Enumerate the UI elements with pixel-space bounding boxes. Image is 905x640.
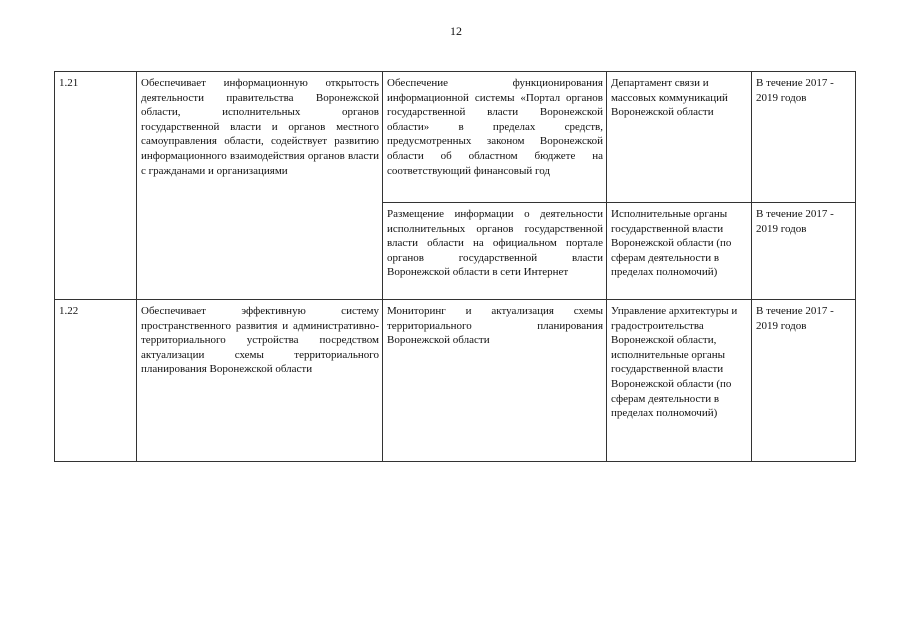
responsible-cell [607, 203, 752, 300]
term-cell [752, 300, 856, 462]
responsible-text: Департамент связи и массовых коммуникаций Воронежской области [611, 77, 728, 119]
table-row [55, 300, 856, 462]
responsible-text: Управление архитектуры и градостроительства Воронежской области, исполнительные органы государственной власти Воронежской области (по сферам деятельности в пределах полномочий) [611, 305, 738, 420]
table-row [55, 72, 856, 203]
activity-text: Обеспечивает информационную открытость деятельности правительства Воронежской области, исполнительных органов государственной власти и органов местного самоуправления области, содействует развитию информационного взаимодействия органов власти с гражданами и организациями [141, 77, 379, 177]
plan-table [54, 71, 856, 462]
term-text: В течение 2017 - 2019 годов [756, 208, 834, 235]
measure-cell [383, 203, 607, 300]
responsible-cell [607, 72, 752, 203]
page-number: 12 [450, 24, 462, 38]
measure-cell [383, 72, 607, 203]
term-cell [752, 203, 856, 300]
item-number: 1.21 [59, 77, 79, 89]
activity-text: Обеспечивает эффективную систему пространственного развития и административно-территориального устройства посредством актуализации схемы территориального планирования Воронежской области [141, 305, 379, 376]
responsible-cell [607, 300, 752, 462]
activity-cell [137, 72, 383, 300]
measure-text: Обеспечение функционирования информационной системы «Портал органов государственной власти Воронежской области» в пределах средств, предусмотренных законом Воронежской области об областном бюджете на соответствующий финансовый год [387, 77, 603, 177]
item-number: 1.22 [59, 305, 79, 317]
measure-text: Размещение информации о деятельности исполнительных органов государственной власти области на официальном портале органов государственной власти Воронежской области в сети Интернет [387, 208, 603, 279]
measure-cell [383, 300, 607, 462]
term-text: В течение 2017 - 2019 годов [756, 77, 834, 104]
term-cell [752, 72, 856, 203]
item-number-cell [55, 300, 137, 462]
measure-text: Мониторинг и актуализация схемы территориального планирования Воронежской области [387, 305, 603, 347]
activity-cell [137, 300, 383, 462]
responsible-text: Исполнительные органы государственной власти Воронежской области (по сферам деятельности в пределах полномочий) [611, 208, 732, 279]
term-text: В течение 2017 - 2019 годов [756, 305, 834, 332]
item-number-cell [55, 72, 137, 300]
